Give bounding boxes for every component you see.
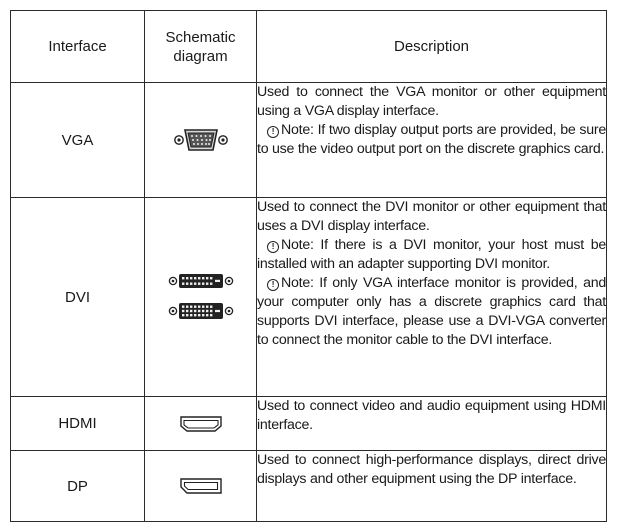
description-cell [257, 451, 607, 522]
note-text: Note: If there is a DVI monitor, your host must be installed with an adapter supporting DVI monitor. [257, 237, 606, 272]
description-cell [257, 397, 607, 451]
description-cell [257, 198, 607, 397]
note [257, 236, 606, 274]
description-cell [257, 83, 607, 198]
note-text: Note: If two display output ports are provided, be sure to use the video output port on the discrete graphics card. [257, 122, 606, 157]
description-text: Used to connect video and audio equipment using HDMI interface. [257, 398, 606, 433]
vga-port-icon [173, 126, 229, 154]
description-text: Used to connect high-performance displays, direct drive displays and other equipment using the DP interface. [257, 452, 606, 487]
interface-name: HDMI [11, 397, 145, 451]
header-description: Description [257, 11, 607, 83]
displayport-icon [179, 476, 223, 496]
dvi-port-icon [168, 269, 234, 325]
header-schematic-line2: diagram [173, 47, 228, 65]
table-row [11, 451, 607, 522]
table-row [11, 397, 607, 451]
schematic-cell [145, 397, 257, 451]
note-icon: ! [267, 279, 279, 291]
table-row [11, 198, 607, 397]
header-schematic-line1: Schematic [165, 28, 236, 46]
description-text: Used to connect the DVI monitor or other equipment that uses a DVI display interface. [257, 199, 606, 234]
note [257, 121, 606, 159]
schematic-cell [145, 451, 257, 522]
interface-name: DP [11, 451, 145, 522]
schematic-cell [145, 83, 257, 198]
header-schematic [145, 11, 257, 83]
note-icon: ! [267, 126, 279, 138]
description-text: Used to connect the VGA monitor or other equipment using a VGA display interface. [257, 84, 606, 119]
table-row [11, 83, 607, 198]
note-text: Note: If only VGA interface monitor is provided, and your computer only has a discrete graphics card that supports DVI interface, please use a DVI-VGA converter to connect the monitor cable to the DVI interface. [257, 275, 606, 348]
interface-name: DVI [11, 198, 145, 397]
note-icon: ! [267, 241, 279, 253]
hdmi-port-icon [179, 414, 223, 434]
note [257, 274, 606, 350]
header-interface: Interface [11, 11, 145, 83]
table-header-row [11, 11, 607, 83]
interface-name: VGA [11, 83, 145, 198]
interface-table [10, 10, 607, 522]
schematic-cell [145, 198, 257, 397]
